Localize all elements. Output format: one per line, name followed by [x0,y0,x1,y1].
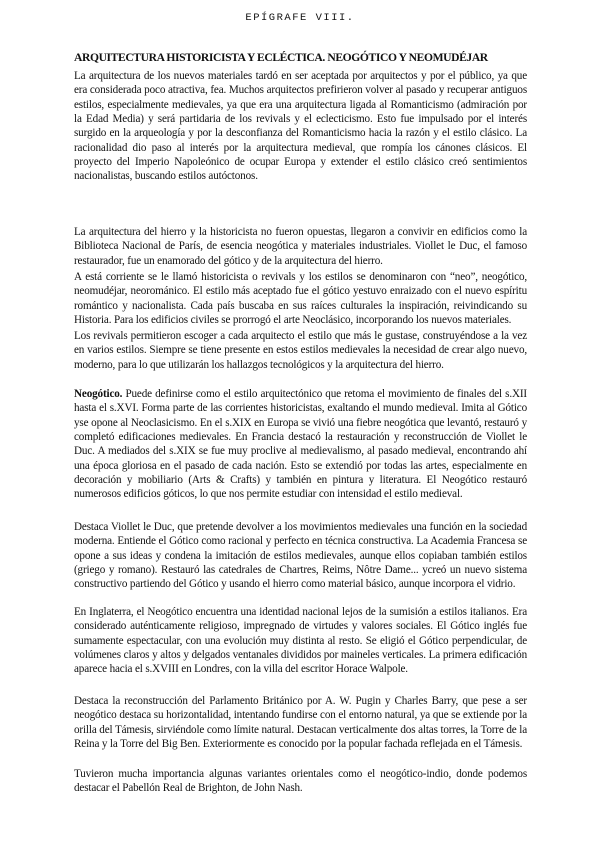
paragraph-revivals: Los revivals permitieron escoger a cada arquitecto el estilo que más le gustase, construyéndose a la vez en varios estilos. Siempre se tiene presente en estos estilos medievales la necesidad de crear algo nuevo, moderno, para lo que utilizarán los hallazgos tecnológicos y la arquitectura del hierro. [74,330,527,371]
paragraph-intro: La arquitectura de los nuevos materiales tardó en ser aceptada por arquitectos y por el público, ya que era considerada poco atractiva, fea. Muchos arquitectos prefirieron volver al pasado y recuperar antiguos estilos, especialmente medievales, ya que era una arquitectura ligada al Romanticismo (admiración por la Edad Media) y será partidaria de los revivals y el eclecticismo. Esto fue impulsado por el interés surgido en la arqueología y por la desconfianza del Romanticismo hacia la razón y el estilo clásico. La racionalidad dio paso al interés por la arquitectura medieval, que rompía los cánones clásicos. El proyecto del Imperio Napoleónico de ocupar Europa y extender el estilo clásico creó sentimientos nacionalistas, buscando estilos autóctonos. [74,70,527,183]
section-title: ARQUITECTURA HISTORICISTA Y ECLÉCTICA. NEOGÓTICO Y NEOMUDÉJAR [74,51,488,64]
neogothic-heading: Neogótico. [74,388,123,400]
paragraph-iron-architecture: La arquitectura del hierro y la historicista no fueron opuestas, llegaron a convivir en edificios como la Biblioteca Nacional de París, de esencia neogótica y materiales industriales. Viollet le Duc, el famoso restaurador, fue un enamorado del gótico y de la arquitectura del hierro. [74,226,527,267]
paragraph-neogothic [74,387,527,502]
paragraph-oriental-variants: Tuvieron mucha importancia algunas variantes orientales como el neogótico-indio, donde podemos destacar el Pabellón Real de Brighton, de John Nash. [74,768,527,795]
paragraph-england: En Inglaterra, el Neogótico encuentra una identidad nacional lejos de la sumisión a estilos italianos. Era considerado auténticamente religioso, impregnado de virtudes y valores sociales. El Gótico inglés fue sumamente espectacular, con una evolución muy distinta al resto. Se eligió el Gótico perpendicular, de volúmenes claros y altos y delgados ventanales divididos por maineles verticales. La primera edificación aparece hacia el s.XVIII en Londres, con la villa del escritor Horace Walpole. [74,606,527,676]
paragraph-historicism: A está corriente se le llamó historicista o revivals y los estilos se denominaron con “neo”, neogótico, neomudéjar, neorománico. El estilo más aceptado fue el gótico yestuvo enraizado con el nuevo espíritu romántico y nacionalista. Cada país buscaba en sus raíces culturales la inspiración, reivindicando su Historia. Para los edificios civiles se prorrogó el arte Neoclásico, incorporando los nuevos materiales. [74,271,527,327]
page-header: EPÍGRAFE VIII. [245,12,355,24]
neogothic-text: Puede definirse como el estilo arquitectónico que retoma el movimiento de finales del s.XII hasta el s.XVI. Forma parte de las corrientes historicistas, exaltando el mundo medieval. Imita al Gótico yse opone al Neoclasicismo. En el s.XIX en Europa se vivió una fiebre neogótica que levantó, restauró y completó edificaciones medievales. En Francia destacó la restauración y reconstrucción de Viollet le Duc. A mediados del s.XIX se fue muy proclive al medievalismo, al pasado medieval, encontrando ahí una época gloriosa en el pasado de cada nación. Esto se extendió por todas las artes, especialmente en decoración y mobiliario (Arts & Crafts) y también en pintura y literatura. El Neogótico restauró numerosos edificios góticos, lo que nos permite estudiar con intensidad el estilo medieval. [74,388,527,501]
paragraph-viollet-le-duc: Destaca Viollet le Duc, que pretende devolver a los movimientos medievales una función en la sociedad moderna. Entiende el Gótico como racional y perfecto en técnica constructiva. La Academia Francesa se opone a sus ideas y condena la imitación de estilos medievales, aunque ellos copiaban también estilos (griego y romano). Restauró las catedrales de Chartres, Reims, Nôtre Dame... ycreó un nuevo sistema constructivo partiendo del Gótico y usando el hierro como material básico, aunque incorpora el vidrio. [74,521,527,591]
paragraph-parliament: Destaca la reconstrucción del Parlamento Británico por A. W. Pugin y Charles Barry, que pese a ser neogótico destaca su horizontalidad, intentando fundirse con el entorno natural, ya que se extiende por la orilla del Támesis, sirviéndole como límite natural. Destacan verticalmente dos altas torres, la Torre de la Reina y la Torre del Big Ben. Exteriormente es conocido por la popular fachada reflejada en el Támesis. [74,695,527,751]
